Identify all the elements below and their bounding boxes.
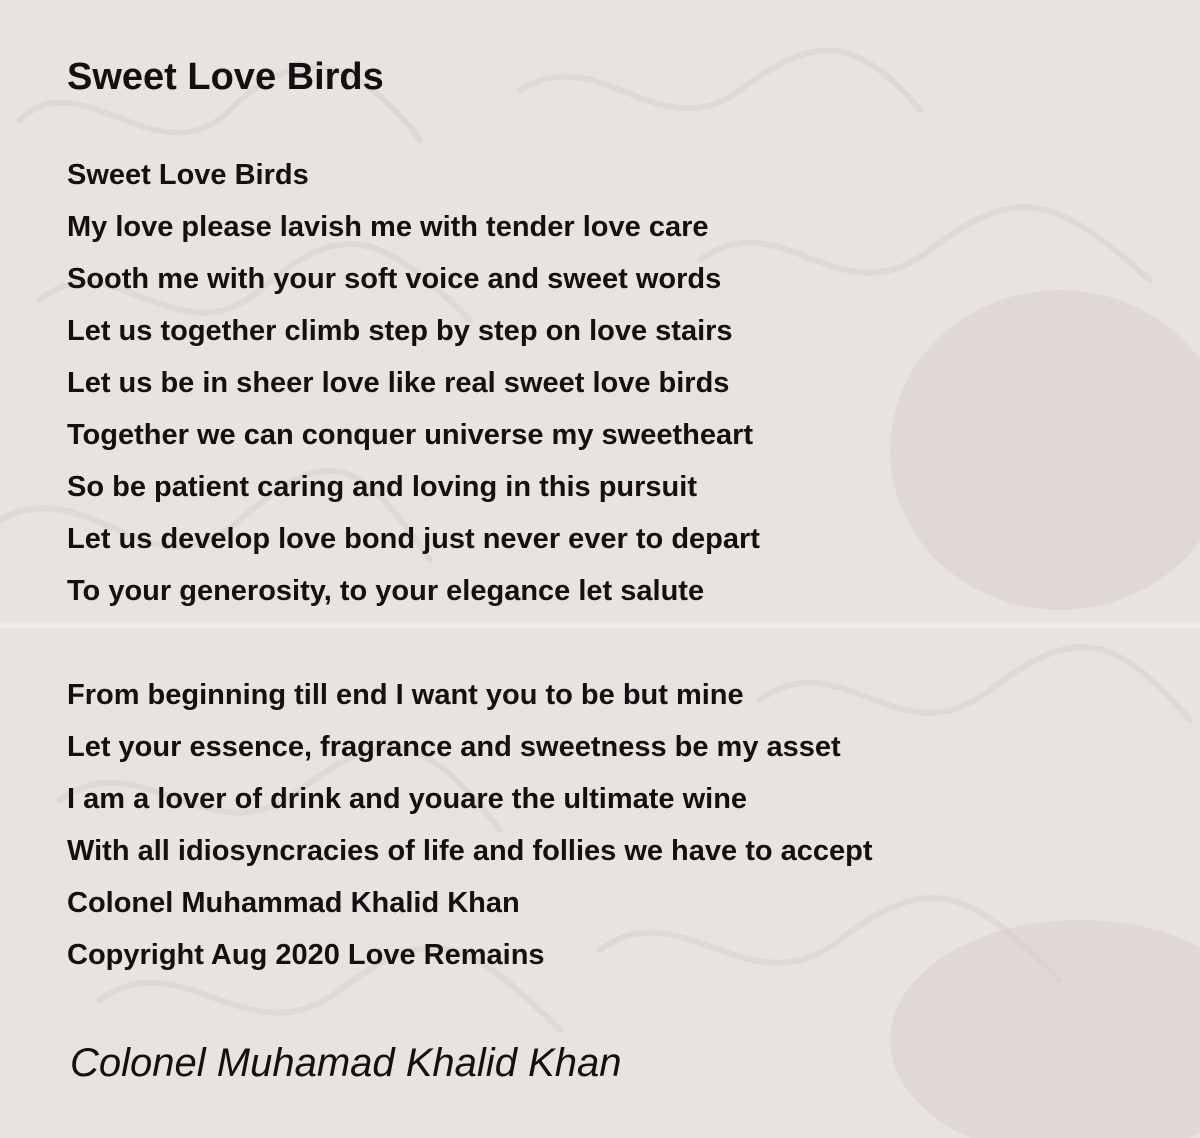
poem-line: My love please lavish me with tender love care	[67, 211, 709, 243]
poem-stanza	[67, 669, 873, 981]
poem-line: From beginning till end I want you to be but mine	[67, 679, 744, 711]
poem-line: With all idiosyncracies of life and follies we have to accept	[67, 835, 873, 867]
poem-line: To your generosity, to your elegance let salute	[67, 575, 705, 607]
poem-line: Together we can conquer universe my sweetheart	[67, 419, 754, 451]
poem-line: Let your essence, fragrance and sweetness be my asset	[67, 731, 841, 763]
poem-stanza	[67, 149, 760, 617]
poem-line: Sweet Love Birds	[67, 159, 309, 191]
author-signature: Colonel Muhamad Khalid Khan	[70, 1041, 622, 1085]
poem-line: Let us develop love bond just never ever to depart	[67, 523, 760, 555]
poem-line: I am a lover of drink and youare the ultimate wine	[67, 783, 748, 815]
poem-line: Let us together climb step by step on love stairs	[67, 315, 733, 347]
poem-line: Copyright Aug 2020 Love Remains	[67, 939, 545, 971]
poem-line: So be patient caring and loving in this pursuit	[67, 471, 697, 503]
poem-line: Colonel Muhammad Khalid Khan	[67, 887, 520, 919]
poem-title: Sweet Love Birds	[67, 56, 384, 98]
poem-line: Let us be in sheer love like real sweet love birds	[67, 367, 730, 399]
poem-line: Sooth me with your soft voice and sweet words	[67, 263, 722, 295]
